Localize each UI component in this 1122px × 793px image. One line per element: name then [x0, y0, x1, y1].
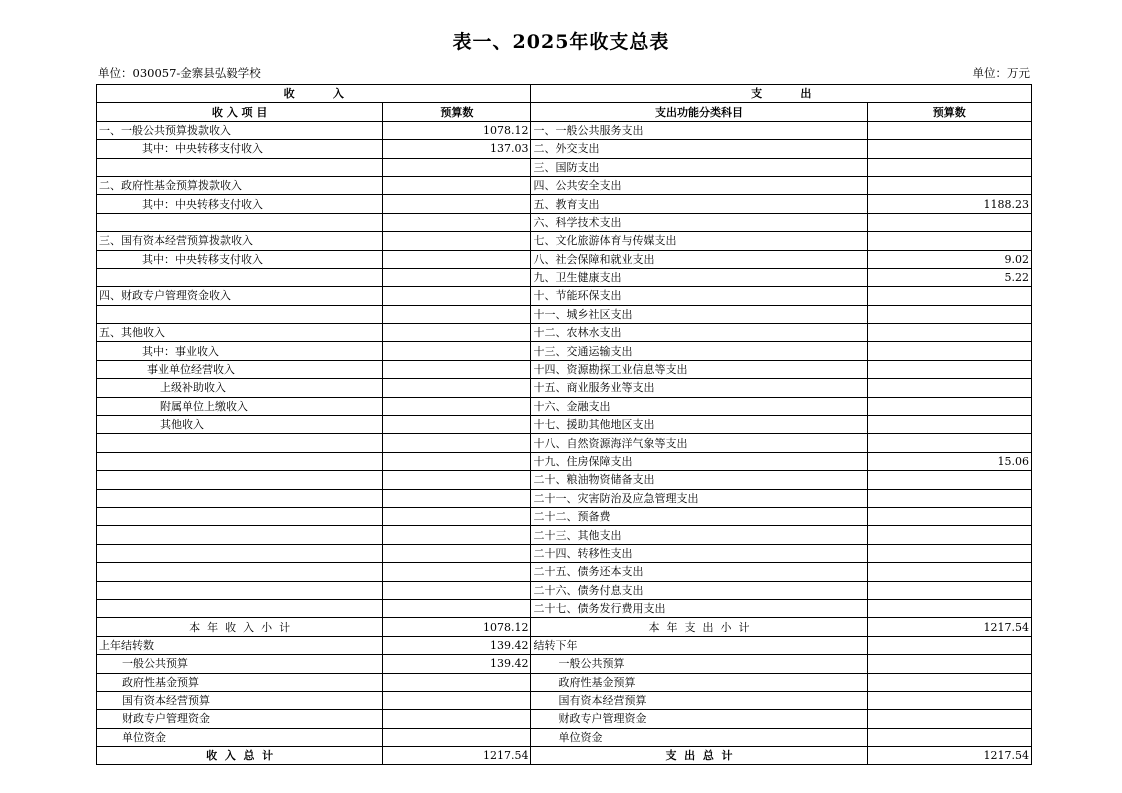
- expense-value: [867, 360, 1032, 378]
- table-row: [97, 452, 1032, 470]
- expense-value: [867, 140, 1032, 158]
- expense-item: 十三、交通运输支出: [531, 342, 867, 360]
- header-income-item: 收 入 项 目: [97, 103, 383, 121]
- income-item: [97, 158, 383, 176]
- income-item: 其中：中央转移支付收入: [97, 250, 383, 268]
- table-row: [97, 232, 1032, 250]
- expense-item: 二十、粮油物资储备支出: [531, 471, 867, 489]
- income-value: [383, 581, 531, 599]
- expense-item: 二十六、债务付息支出: [531, 581, 867, 599]
- income-value: [383, 489, 531, 507]
- income-value: [383, 416, 531, 434]
- table-row: [97, 563, 1032, 581]
- carry-expense-value: [867, 710, 1032, 728]
- expense-total-label: 支 出 总 计: [531, 747, 867, 765]
- table-row: [97, 507, 1032, 525]
- carry-expense-item: 财政专户管理资金: [531, 710, 867, 728]
- expense-item: 二十七、债务发行费用支出: [531, 599, 867, 617]
- income-item: [97, 305, 383, 323]
- table-row: [97, 434, 1032, 452]
- expense-value: [867, 599, 1032, 617]
- expense-item: 十九、住房保障支出: [531, 452, 867, 470]
- expense-total-value: 1217.54: [867, 747, 1032, 765]
- expense-value: [867, 434, 1032, 452]
- income-value: [383, 360, 531, 378]
- expense-item: 十、节能环保支出: [531, 287, 867, 305]
- expense-item: 八、社会保障和就业支出: [531, 250, 867, 268]
- income-value: [383, 397, 531, 415]
- income-value: [383, 268, 531, 286]
- expense-value: [867, 121, 1032, 139]
- expense-value: [867, 507, 1032, 525]
- expense-value: 1188.23: [867, 195, 1032, 213]
- expense-value: [867, 416, 1032, 434]
- table-row: [97, 324, 1032, 342]
- table-row: [97, 158, 1032, 176]
- expense-item: 五、教育支出: [531, 195, 867, 213]
- expense-value: 5.22: [867, 268, 1032, 286]
- carry-expense-item: 国有资本经营预算: [531, 691, 867, 709]
- table-row: [97, 471, 1032, 489]
- income-item: [97, 434, 383, 452]
- income-value: [383, 563, 531, 581]
- expense-value: [867, 526, 1032, 544]
- income-value: [383, 213, 531, 231]
- table-row: [97, 581, 1032, 599]
- income-subtotal-label: 本 年 收 入 小 计: [97, 618, 383, 636]
- expense-item: 一、一般公共服务支出: [531, 121, 867, 139]
- income-item: 事业单位经营收入: [97, 360, 383, 378]
- table-row: [97, 489, 1032, 507]
- table-row: [97, 397, 1032, 415]
- income-item: 其中：中央转移支付收入: [97, 195, 383, 213]
- income-item: [97, 526, 383, 544]
- total-row: [97, 747, 1032, 765]
- expense-subtotal-value: 1217.54: [867, 618, 1032, 636]
- income-item: 三、国有资本经营预算拨款收入: [97, 232, 383, 250]
- carry-income-value: [383, 710, 531, 728]
- table-row: [97, 544, 1032, 562]
- expense-value: 9.02: [867, 250, 1032, 268]
- unit-currency: 单位：万元: [972, 66, 1030, 80]
- income-value: [383, 379, 531, 397]
- carry-row: [97, 691, 1032, 709]
- expense-value: [867, 563, 1032, 581]
- carry-expense-value: [867, 728, 1032, 746]
- header-expense-item: 支出功能分类科目: [531, 103, 867, 121]
- carry-row: [97, 636, 1032, 654]
- expense-item: 三、国防支出: [531, 158, 867, 176]
- income-item: 五、其他收入: [97, 324, 383, 342]
- income-item: [97, 507, 383, 525]
- header-income-budget: 预算数: [383, 103, 531, 121]
- carry-expense-item: 政府性基金预算: [531, 673, 867, 691]
- income-item: [97, 599, 383, 617]
- income-value: [383, 544, 531, 562]
- expense-value: [867, 287, 1032, 305]
- income-value: [383, 195, 531, 213]
- income-value: [383, 158, 531, 176]
- table-row: [97, 195, 1032, 213]
- carry-income-value: [383, 673, 531, 691]
- income-value: [383, 176, 531, 194]
- table-row: [97, 599, 1032, 617]
- income-item: [97, 452, 383, 470]
- income-value: [383, 324, 531, 342]
- header-expense-budget: 预算数: [867, 103, 1032, 121]
- income-item: [97, 581, 383, 599]
- income-total-label: 收 入 总 计: [97, 747, 383, 765]
- expense-value: [867, 544, 1032, 562]
- income-value: [383, 305, 531, 323]
- income-value: [383, 471, 531, 489]
- income-item: 其中：中央转移支付收入: [97, 140, 383, 158]
- income-item: 其他收入: [97, 416, 383, 434]
- expense-value: [867, 397, 1032, 415]
- table-row: [97, 213, 1032, 231]
- income-value: [383, 434, 531, 452]
- carry-income-item: 财政专户管理资金: [97, 710, 383, 728]
- carry-income-item: 上年结转数: [97, 636, 383, 654]
- income-item: [97, 268, 383, 286]
- table-row: [97, 342, 1032, 360]
- expense-item: 十六、金融支出: [531, 397, 867, 415]
- table-row: [97, 360, 1032, 378]
- income-value: [383, 342, 531, 360]
- carry-row: [97, 673, 1032, 691]
- expense-item: 十四、资源勘探工业信息等支出: [531, 360, 867, 378]
- page-title: 表一、2025年收支总表: [452, 31, 670, 53]
- table-row: [97, 305, 1032, 323]
- income-value: [383, 507, 531, 525]
- expense-value: [867, 158, 1032, 176]
- income-item: [97, 489, 383, 507]
- expense-value: [867, 213, 1032, 231]
- expense-item: 四、公共安全支出: [531, 176, 867, 194]
- expense-value: [867, 489, 1032, 507]
- carry-expense-item: 一般公共预算: [531, 655, 867, 673]
- expense-value: [867, 324, 1032, 342]
- subtotal-row: [97, 618, 1032, 636]
- expense-value: [867, 176, 1032, 194]
- table-row: [97, 121, 1032, 139]
- expense-value: [867, 232, 1032, 250]
- table-row: [97, 526, 1032, 544]
- carry-row: [97, 710, 1032, 728]
- table-row: [97, 176, 1032, 194]
- carry-expense-value: [867, 673, 1032, 691]
- income-item: 附属单位上缴收入: [97, 397, 383, 415]
- expense-item: 十一、城乡社区支出: [531, 305, 867, 323]
- carry-expense-item: 单位资金: [531, 728, 867, 746]
- expense-item: 九、卫生健康支出: [531, 268, 867, 286]
- header-income: 收 入: [97, 85, 531, 103]
- expense-value: 15.06: [867, 452, 1032, 470]
- table-row: [97, 287, 1032, 305]
- carry-income-item: 国有资本经营预算: [97, 691, 383, 709]
- carry-row: [97, 655, 1032, 673]
- header-row-columns: [97, 103, 1032, 121]
- income-item: [97, 544, 383, 562]
- income-item: [97, 563, 383, 581]
- expense-value: [867, 581, 1032, 599]
- income-value: 137.03: [383, 140, 531, 158]
- expense-item: 二、外交支出: [531, 140, 867, 158]
- income-subtotal-value: 1078.12: [383, 618, 531, 636]
- expense-item: 十二、农林水支出: [531, 324, 867, 342]
- expense-subtotal-label: 本 年 支 出 小 计: [531, 618, 867, 636]
- table-row: [97, 268, 1032, 286]
- income-value: [383, 452, 531, 470]
- expense-item: 十五、商业服务业等支出: [531, 379, 867, 397]
- table-row: [97, 140, 1032, 158]
- expense-item: 二十一、灾害防治及应急管理支出: [531, 489, 867, 507]
- carry-row: [97, 728, 1032, 746]
- carry-income-value: 139.42: [383, 655, 531, 673]
- expense-item: 二十三、其他支出: [531, 526, 867, 544]
- expense-value: [867, 342, 1032, 360]
- expense-value: [867, 471, 1032, 489]
- income-value: [383, 287, 531, 305]
- carry-income-item: 单位资金: [97, 728, 383, 746]
- expense-item: 二十五、债务还本支出: [531, 563, 867, 581]
- carry-expense-item: 结转下年: [531, 636, 867, 654]
- income-item: [97, 471, 383, 489]
- table-row: [97, 379, 1032, 397]
- carry-income-value: 139.42: [383, 636, 531, 654]
- income-item: [97, 213, 383, 231]
- carry-expense-value: [867, 655, 1032, 673]
- income-value: 1078.12: [383, 121, 531, 139]
- expense-item: 二十二、预备费: [531, 507, 867, 525]
- expense-value: [867, 305, 1032, 323]
- income-item: 四、财政专户管理资金收入: [97, 287, 383, 305]
- income-value: [383, 599, 531, 617]
- expense-item: 十七、援助其他地区支出: [531, 416, 867, 434]
- expense-item: 十八、自然资源海洋气象等支出: [531, 434, 867, 452]
- expense-item: 七、文化旅游体育与传媒支出: [531, 232, 867, 250]
- income-value: [383, 526, 531, 544]
- income-value: [383, 250, 531, 268]
- income-item: 二、政府性基金预算拨款收入: [97, 176, 383, 194]
- budget-summary-table: [96, 84, 1032, 765]
- carry-income-value: [383, 728, 531, 746]
- table-row: [97, 416, 1032, 434]
- expense-item: 六、科学技术支出: [531, 213, 867, 231]
- income-item: 其中：事业收入: [97, 342, 383, 360]
- carry-expense-value: [867, 636, 1032, 654]
- header-expense: 支 出: [531, 85, 1032, 103]
- income-value: [383, 232, 531, 250]
- expense-item: 二十四、转移性支出: [531, 544, 867, 562]
- unit-organization: 单位：030057-金寨县弘毅学校: [98, 66, 261, 80]
- table-row: [97, 250, 1032, 268]
- income-item: 上级补助收入: [97, 379, 383, 397]
- expense-value: [867, 379, 1032, 397]
- income-total-value: 1217.54: [383, 747, 531, 765]
- carry-income-item: 政府性基金预算: [97, 673, 383, 691]
- carry-income-item: 一般公共预算: [97, 655, 383, 673]
- header-row-section: [97, 85, 1032, 103]
- carry-income-value: [383, 691, 531, 709]
- carry-expense-value: [867, 691, 1032, 709]
- income-item: 一、一般公共预算拨款收入: [97, 121, 383, 139]
